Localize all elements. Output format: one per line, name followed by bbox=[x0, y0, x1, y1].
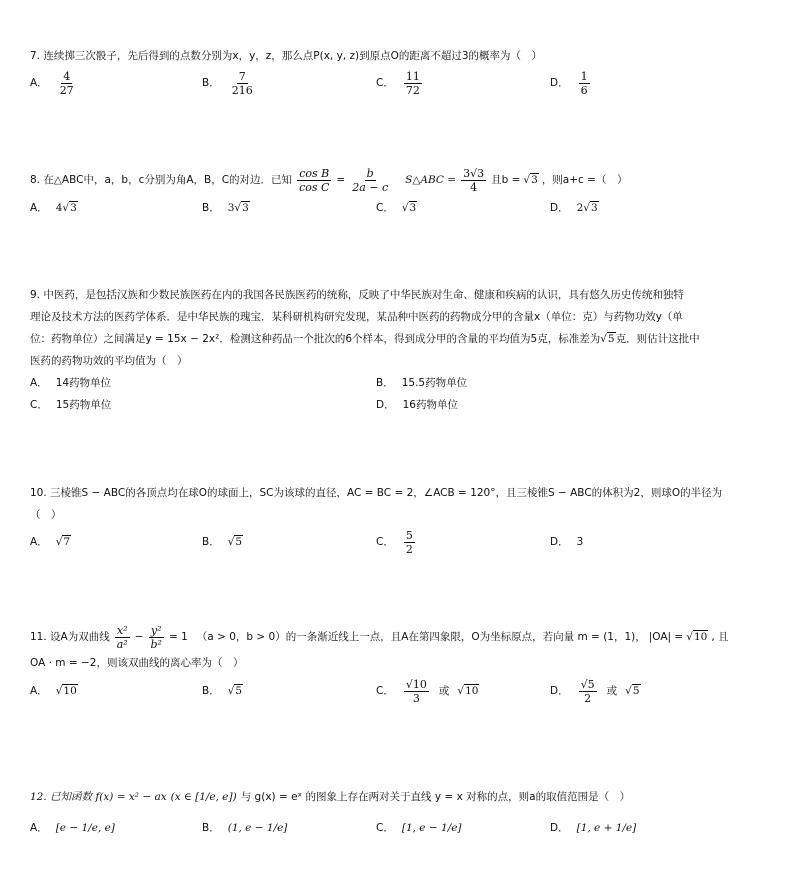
question-10-options bbox=[30, 526, 770, 558]
fraction: $\frac{4}{27}$ bbox=[59, 69, 74, 97]
question-11-line-1: 11. 设A为双曲线 $\frac{\text{x²}}{\text{a²}}$ − $\frac{\text{y²}}{\text{b²}}$ = 1 （a > 0，b > 0）的一条渐近线上一点，且A在第四象限，O为坐标原点，若向量 m = (1，1)， |OA| = √10 , 且 bbox=[30, 623, 729, 651]
question-9-line-4: 医药的药物功效的平均值为（ ） bbox=[30, 355, 188, 367]
option-11-c[interactable]: C． $\frac{√10}{3}$ 或 √10 bbox=[376, 677, 479, 705]
option-9-b[interactable]: B． 15.5药物单位 bbox=[376, 377, 468, 389]
question-8-stem: 8. 在△ABC中，a，b，c分别为角A，B，C的对边．已知 $\frac{\text{cos B}}{\text{cos C}}$ = $\frac{b}{2a - c}$ S△ABC = $\frac{3√3}{4}$ 且b = √3 ，则a+c =（ ） bbox=[30, 166, 628, 194]
option-12-a[interactable]: A． [e − 1/e, e] bbox=[30, 822, 115, 834]
question-11-options bbox=[30, 674, 770, 708]
question-10 bbox=[30, 482, 770, 558]
question-9 bbox=[30, 284, 770, 416]
fraction: $\frac{7}{216}$ bbox=[231, 69, 253, 97]
question-8-options bbox=[30, 195, 770, 221]
option-8-b[interactable]: B． 3√3 bbox=[202, 202, 249, 214]
option-8-c[interactable]: C． √3 bbox=[376, 202, 417, 214]
question-9-line-2: 理论及技术方法的医药学体系．是中华民族的瑰宝．某科研机构研究发现，某品种中医药的药物成分甲的含量x（单位：克）与药物功效y（单 bbox=[30, 311, 683, 323]
fraction-b: $\frac{b}{2a - c}$ bbox=[352, 166, 389, 194]
question-9-line-1: 9. 中医药，是包括汉族和少数民族医药在内的我国各民族医药的统称，反映了中华民族对生命、健康和疾病的认识，具有悠久历史传统和独特 bbox=[30, 289, 684, 301]
option-12-b[interactable]: B． (1, e − 1/e] bbox=[202, 822, 288, 834]
option-8-d[interactable]: D． 2√3 bbox=[550, 202, 598, 214]
fraction-cos: $\frac{\text{cos B}}{\text{cos C}}$ bbox=[299, 166, 330, 194]
question-11-line-2: OA · m = −2，则该双曲线的离心率为（ ） bbox=[30, 657, 244, 669]
option-10-b[interactable]: B． √5 bbox=[202, 536, 243, 548]
option-9-c[interactable]: C． 15药物单位 bbox=[30, 399, 112, 411]
question-12 bbox=[30, 782, 770, 844]
option-8-a[interactable]: A． 4√3 bbox=[30, 202, 77, 214]
question-12-options bbox=[30, 812, 770, 844]
option-11-a[interactable]: A． √10 bbox=[30, 685, 77, 697]
option-7-d[interactable]: D． $\frac{1}{6}$ bbox=[550, 69, 588, 97]
sqrt-b: √3 bbox=[523, 174, 538, 186]
fraction: $\frac{11}{72}$ bbox=[405, 69, 420, 97]
option-10-d[interactable]: D． 3 bbox=[550, 536, 584, 548]
option-7-a[interactable]: A． $\frac{4}{27}$ bbox=[30, 69, 74, 97]
fraction-area: $\frac{3√3}{4}$ bbox=[463, 166, 485, 194]
option-10-a[interactable]: A． √7 bbox=[30, 536, 71, 548]
option-9-d[interactable]: D． 16药物单位 bbox=[376, 399, 458, 411]
option-7-b[interactable]: B． $\frac{7}{216}$ bbox=[202, 69, 253, 97]
question-12-stem: 12. 已知函数 f(x) = x² − ax (x ∈ [1/e, e]) 与 g(x) = eˣ 的图象上存在两对关于直线 y = x 对称的点，则a的取值范围是（ ） bbox=[30, 791, 631, 803]
option-9-a[interactable]: A． 14药物单位 bbox=[30, 377, 112, 389]
question-10-line-1: 10. 三棱锥S − ABC的各顶点均在球O的球面上，SC为该球的直径，AC = BC = 2，∠ACB = 120°，且三棱锥S − ABC的体积为2，则球O的半径为 bbox=[30, 487, 723, 499]
question-8 bbox=[30, 165, 770, 221]
option-12-c[interactable]: C． [1, e − 1/e] bbox=[376, 822, 462, 834]
question-9-line-3: 位：药物单位）之间满足y = 15x − 2x²．检测这种药品一个批次的6个样本，得到成分甲的含量的平均值为5克，标准差为√5克．则估计这批中 bbox=[30, 333, 700, 345]
fraction: $\frac{1}{6}$ bbox=[580, 69, 588, 97]
question-11 bbox=[30, 622, 770, 708]
option-11-b[interactable]: B． √5 bbox=[202, 685, 243, 697]
question-10-line-2: （ ） bbox=[30, 509, 62, 521]
question-7-stem: 7. 连续掷三次骰子，先后得到的点数分别为x，y，z，那么点P(x, y, z)到原点O的距离不超过3的概率为（ ） bbox=[30, 50, 543, 62]
option-12-d[interactable]: D． [1, e + 1/e] bbox=[550, 822, 637, 834]
question-7 bbox=[30, 45, 770, 99]
question-7-options bbox=[30, 67, 770, 99]
option-11-d[interactable]: D． $\frac{√5}{2}$ 或 √5 bbox=[550, 677, 640, 705]
option-10-c[interactable]: C． $\frac{5}{2}$ bbox=[376, 528, 413, 556]
question-9-options bbox=[30, 372, 770, 416]
option-7-c[interactable]: C． $\frac{11}{72}$ bbox=[376, 69, 420, 97]
